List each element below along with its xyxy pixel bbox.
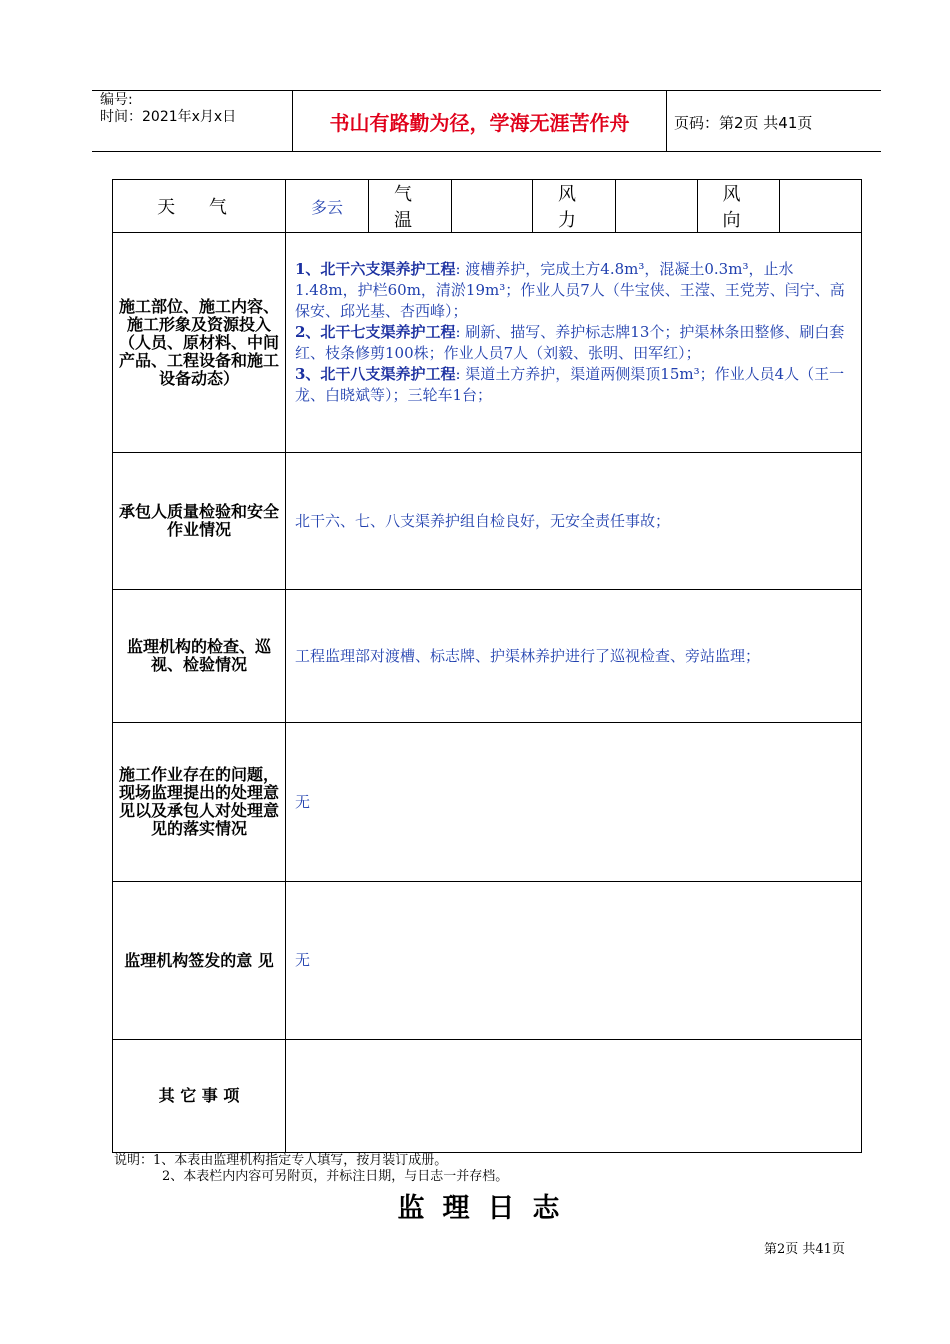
construction-item-3 bbox=[295, 364, 852, 406]
footer-page-number: 第2页 共41页 bbox=[764, 1242, 845, 1257]
document-title: 监理日志 bbox=[397, 1193, 578, 1224]
header-divider bbox=[666, 90, 667, 152]
item-title: 1、北干六支渠养护工程 bbox=[295, 260, 456, 278]
problems-row bbox=[113, 723, 862, 882]
header-motto: 书山有路勤为径，学海无涯苦作舟 bbox=[329, 111, 630, 135]
inspection-row bbox=[113, 590, 862, 723]
header-bottom-rule bbox=[92, 151, 881, 152]
quality-row bbox=[113, 453, 862, 590]
problems-label: 施工作业存在的问题，现场监理提出的处理意见以及承包人对处理意见的落实情况 bbox=[113, 723, 286, 882]
construction-item-2 bbox=[295, 322, 852, 364]
others-row bbox=[113, 1040, 862, 1153]
number-label: 编号: bbox=[100, 92, 133, 108]
wind-direction-label: 风 向 bbox=[698, 180, 780, 233]
note-line-2: 2、本表栏内内容可另附页，并标注日期，与日志一并存档。 bbox=[162, 1169, 509, 1184]
construction-row bbox=[113, 233, 862, 453]
others-value[interactable] bbox=[286, 1040, 862, 1153]
construction-value[interactable] bbox=[286, 233, 862, 453]
quality-label: 承包人质量检验和安全作业情况 bbox=[113, 453, 286, 590]
wind-direction-value[interactable] bbox=[780, 180, 862, 233]
item-body: : 渡槽养护，完成土方4.8m³，混凝土0.3m³，止水1.48m，护栏60m，清淤19m³；作业人员7人（牛宝侠、王滢、王党芳、闫宁、高保安、邱光基、杏西峰）； bbox=[295, 260, 845, 320]
wind-force-label: 风 力 bbox=[533, 180, 616, 233]
inspection-label: 监理机构的检查、巡视、检验情况 bbox=[113, 590, 286, 723]
problems-value[interactable]: 无 bbox=[286, 723, 862, 882]
temperature-label: 气 温 bbox=[369, 180, 452, 233]
quality-value[interactable]: 北干六、七、八支渠养护组自检良好，无安全责任事故； bbox=[286, 453, 862, 590]
item-body: : 刷新、描写、养护标志牌13个；护渠林条田整修、刷白套红、枝条修剪100株；作业人员7人（刘毅、张明、田军红）； bbox=[295, 323, 845, 362]
note-line-1: 说明：1、本表由监理机构指定专人填写，按月装订成册。 bbox=[114, 1153, 448, 1168]
weather-row bbox=[113, 180, 862, 233]
others-label: 其 它 事 项 bbox=[113, 1040, 286, 1153]
header-top-rule bbox=[92, 90, 881, 91]
construction-item-1 bbox=[295, 259, 852, 322]
opinions-row bbox=[113, 882, 862, 1040]
weather-value[interactable]: 多云 bbox=[286, 180, 369, 233]
inspection-value[interactable]: 工程监理部对渡槽、标志牌、护渠林养护进行了巡视检查、旁站监理； bbox=[286, 590, 862, 723]
construction-label: 施工部位、施工内容、施工形象及资源投入（人员、原材料、中间产品、工程设备和施工设备动态） bbox=[113, 233, 286, 453]
weather-label: 天 气 bbox=[113, 180, 286, 233]
wind-force-value[interactable] bbox=[616, 180, 698, 233]
notes bbox=[114, 1153, 508, 1185]
temperature-value[interactable] bbox=[452, 180, 533, 233]
opinions-value[interactable]: 无 bbox=[286, 882, 862, 1040]
header-meta bbox=[100, 92, 236, 126]
header-page-number: 页码：第2页 共41页 bbox=[674, 114, 813, 132]
time-label: 时间：2021年x月x日 bbox=[100, 109, 237, 125]
item-title: 3、北干八支渠养护工程 bbox=[295, 365, 456, 383]
item-title: 2、北干七支渠养护工程 bbox=[295, 323, 456, 341]
item-body: : 渠道土方养护，渠道两侧渠顶15m³；作业人员4人（王一龙、白晓斌等）；三轮车1台； bbox=[295, 365, 845, 404]
opinions-label: 监理机构签发的意 见 bbox=[113, 882, 286, 1040]
supervision-log-table bbox=[112, 179, 862, 1153]
